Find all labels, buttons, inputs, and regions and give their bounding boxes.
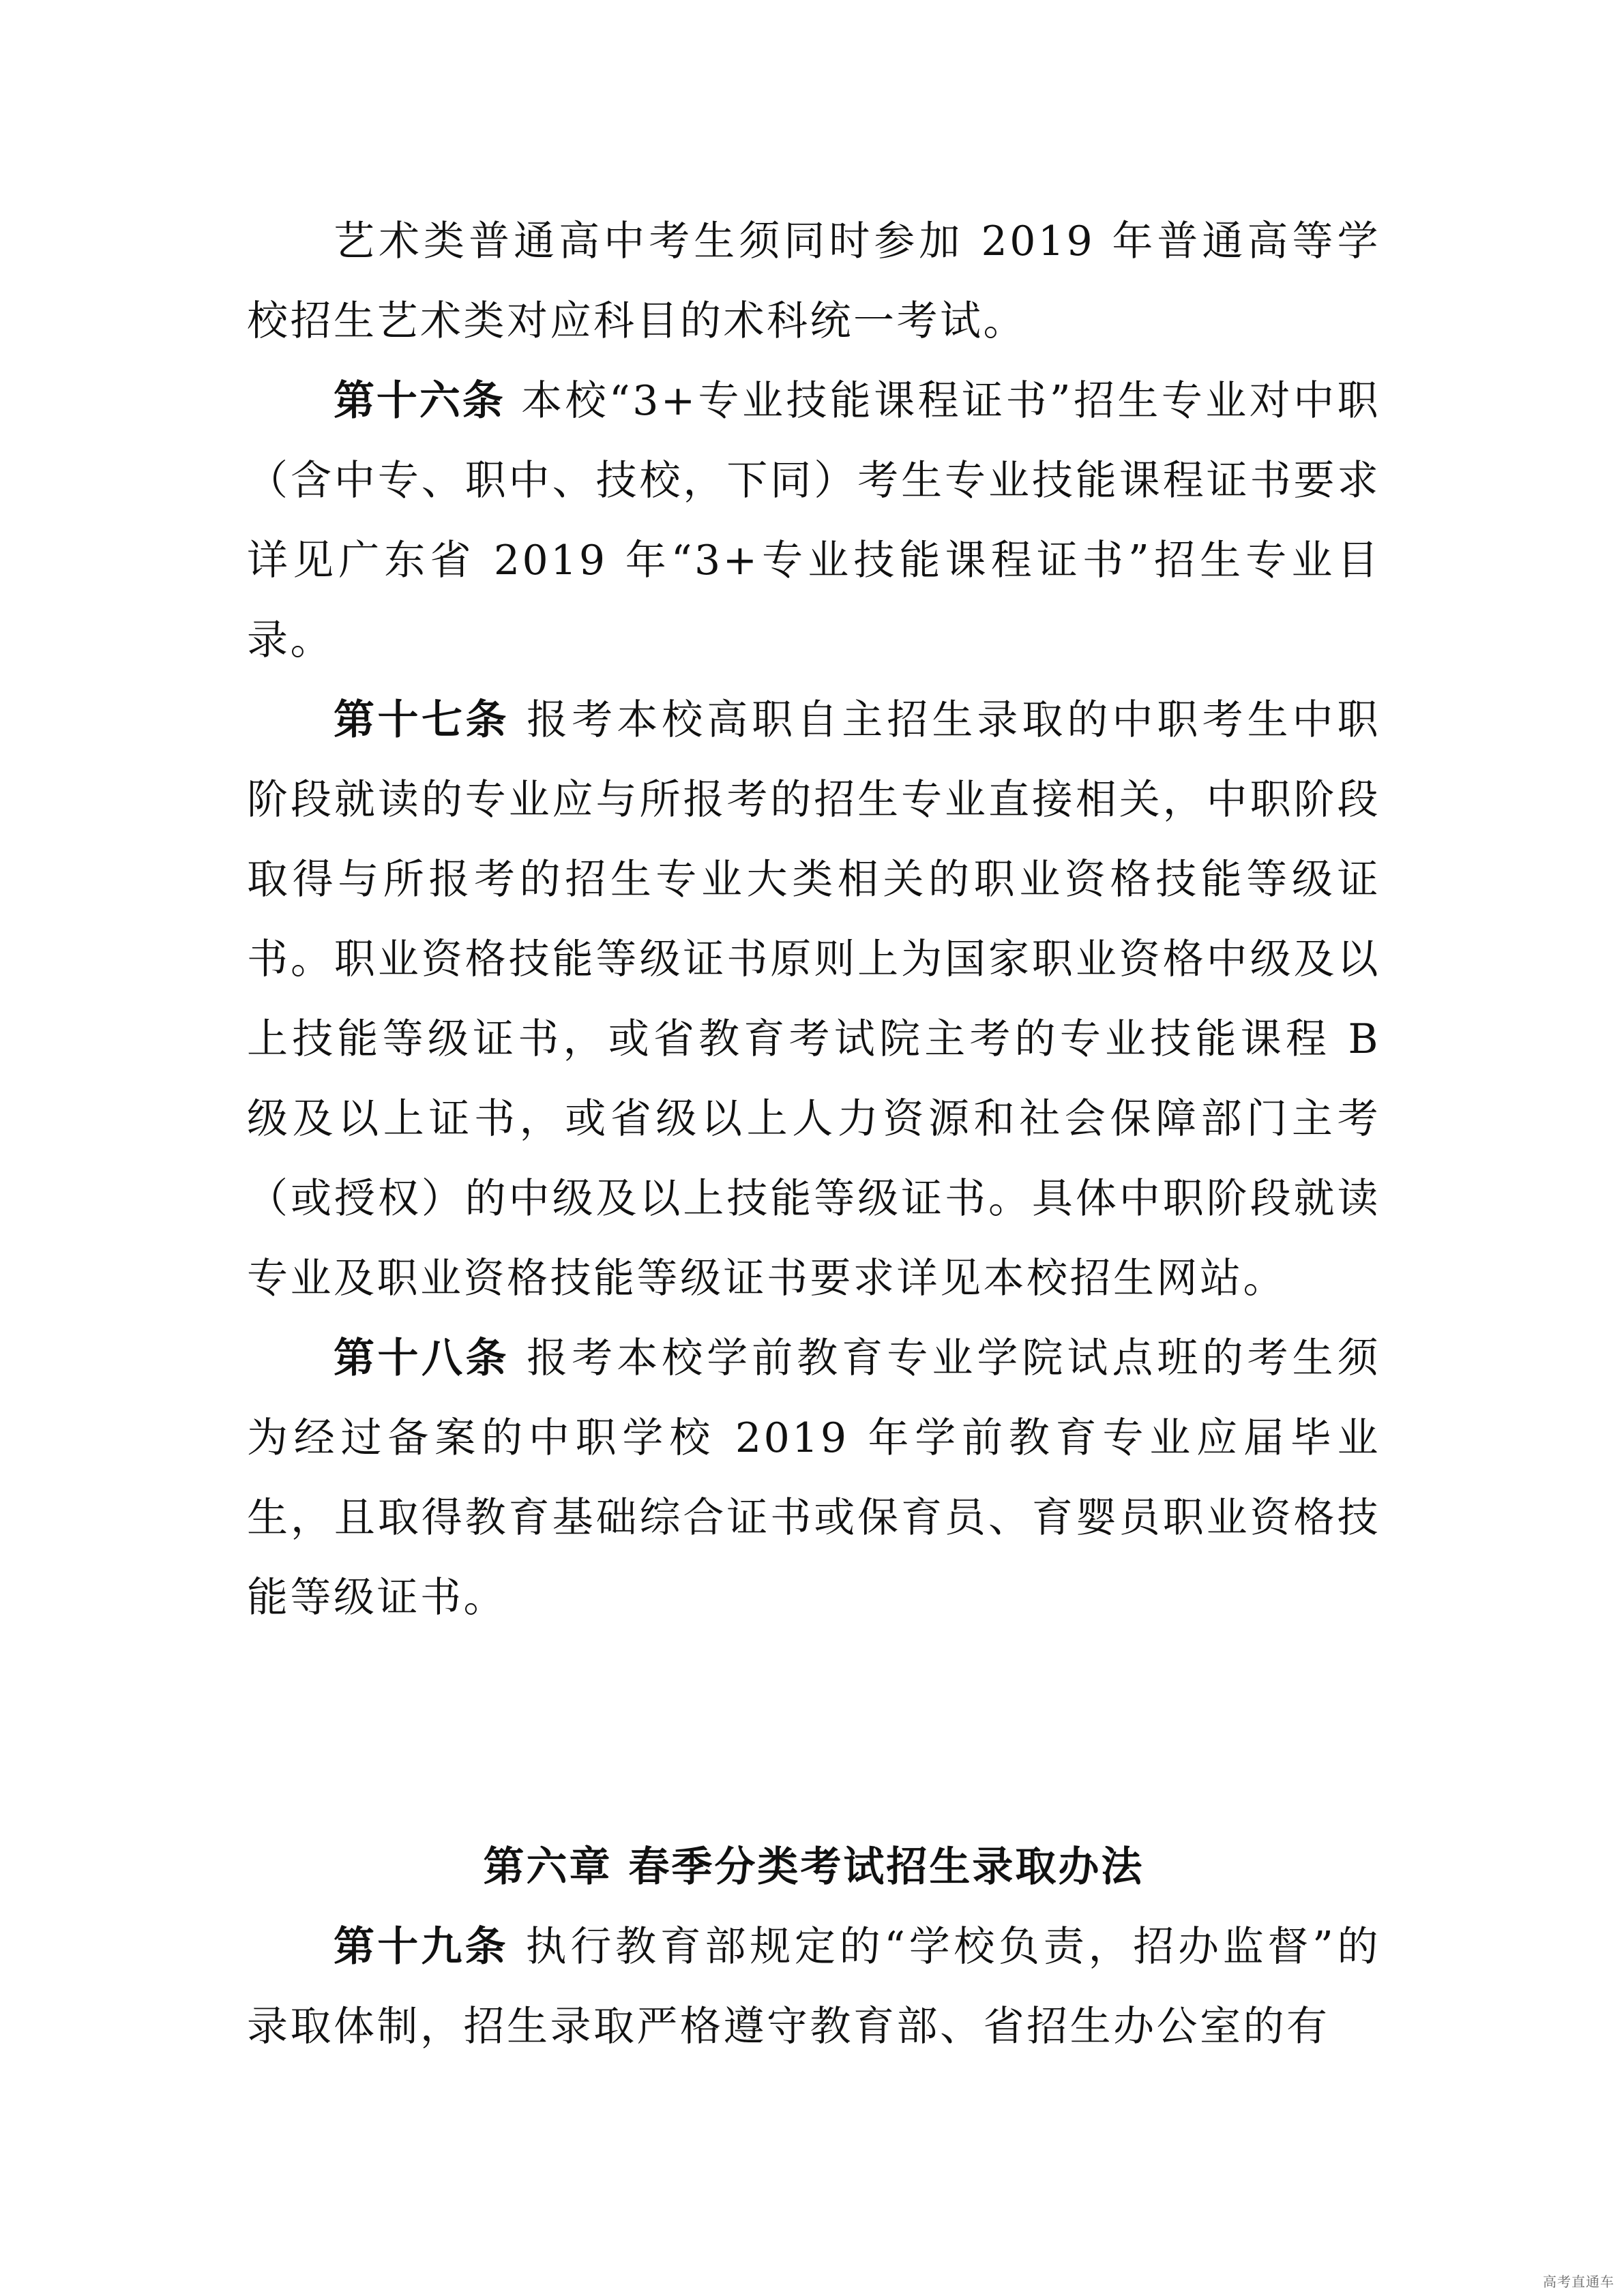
paragraph-text: 执行教育部规定的“学校负责，招办监督”的录取体制，招生录取严格遵守教育部、省招生办公室的有 <box>247 1923 1381 2051</box>
article-number: 第十八条 <box>334 1335 510 1382</box>
text-body-upper <box>247 202 1381 1638</box>
article-number: 第十九条 <box>334 1923 509 1971</box>
paragraph-text: 艺术类普通高中考生须同时参加 2019 年普通高等学校招生艺术类对应科目的术科统一考试。 <box>247 218 1381 345</box>
paragraph-text: 报考本校学前教育专业学院试点班的考生须为经过备案的中职学校 2019 年学前教育专业应届毕业生，且取得教育基础综合证书或保育员、育婴员职业资格技能等级证书。 <box>247 1335 1381 1622</box>
paragraph-article-17 <box>247 681 1381 1319</box>
paragraph-art-exam <box>247 202 1381 361</box>
paragraph-text: 本校“3+专业技能课程证书”招生专业对中职（含中专、职中、技校，下同）考生专业技能课程证书要求详见广东省 2019 年“3+专业技能课程证书”招生专业目录。 <box>247 377 1381 664</box>
chapter-heading: 第六章 春季分类考试招生录取办法 <box>483 1843 1145 1891</box>
text-body-lower <box>247 1828 1381 2067</box>
paragraph-article-19 <box>247 1907 1381 2067</box>
article-number: 第十六条 <box>334 377 505 425</box>
watermark-text: 高考直通车 <box>1543 2273 1614 2290</box>
paragraph-text: 报考本校高职自主招生录取的中职考生中职阶段就读的专业应与所报考的招生专业直接相关，中职阶段取得与所报考的招生专业大类相关的职业资格技能等级证书。职业资格技能等级证书原则上为国家职业资格中级及以上技能等级证书，或省教育考试院主考的专业技能课程 B 级及以上证书，或省级以上人力资源和社会保障部门主考（或授权）的中级及以上技能等级证书。具体中职阶段就读专业及职业资格技能等级证书要求详见本校招生网站。 <box>247 696 1381 1302</box>
article-number: 第十七条 <box>334 696 510 744</box>
paragraph-article-16 <box>247 361 1381 681</box>
paragraph-article-18 <box>247 1319 1381 1638</box>
